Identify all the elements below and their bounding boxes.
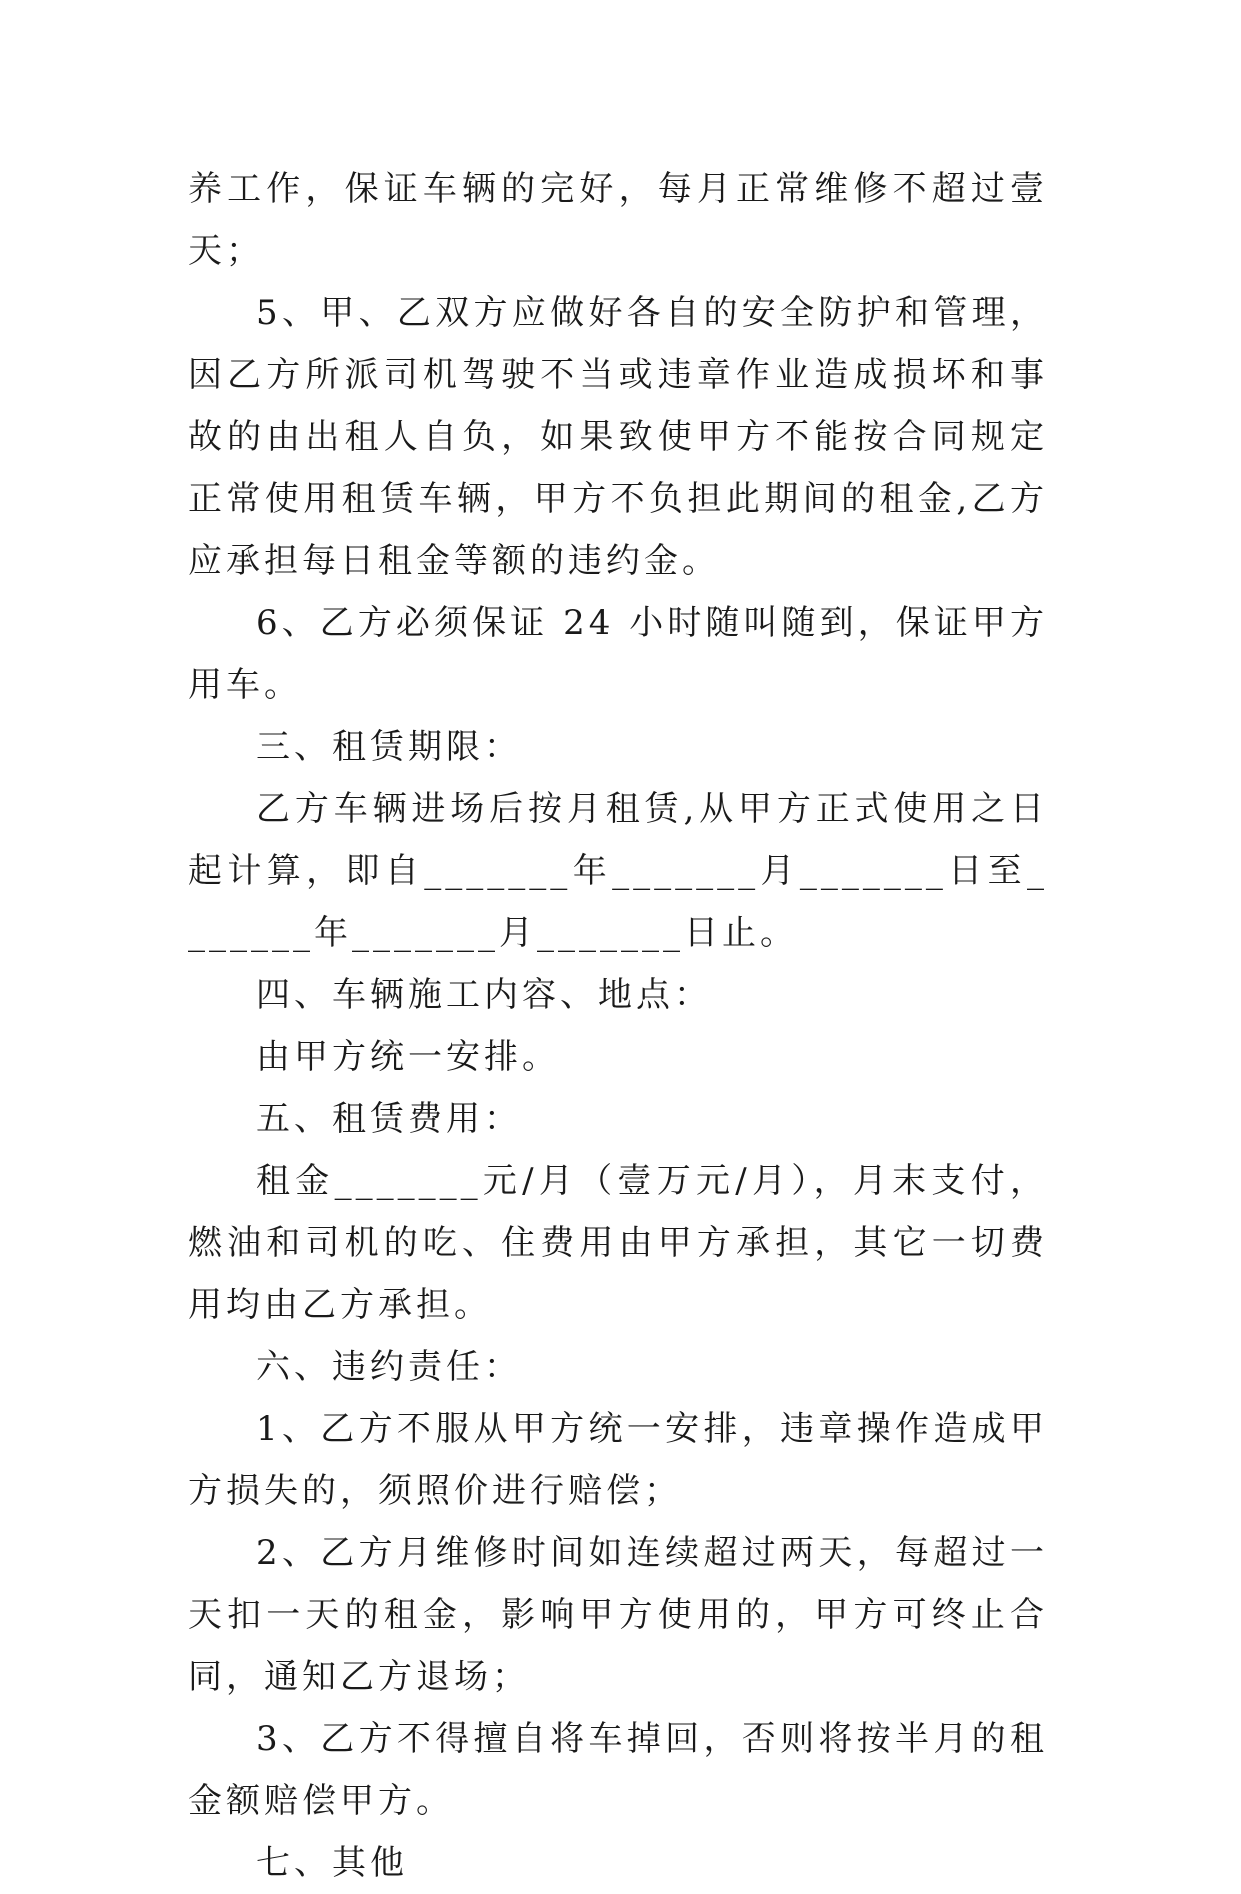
- paragraph-breach-3: 3、乙方不得擅自将车掉回，否则将按半月的租金额赔偿甲方。: [188, 1719, 1048, 1821]
- paragraph-lease-term: 乙方车辆进场后按月租赁,从甲方正式使用之日起计算，即自_______年_______月_______日至_______年_______月_______日止。: [188, 789, 1048, 953]
- paragraph-maintenance-continued: 养工作，保证车辆的完好，每月正常维修不超过壹天；: [188, 169, 1048, 271]
- section-heading-other: 七、其他: [256, 1843, 408, 1883]
- section-heading-lease-fee: 五、租赁费用：: [256, 1099, 522, 1139]
- section-heading-lease-term: 三、租赁期限：: [256, 727, 522, 767]
- paragraph-clause-5-safety: 5、甲、乙双方应做好各自的安全防护和管理，因乙方所派司机驾驶不当或违章作业造成损坏和事故的由出租人自负，如果致使甲方不能按合同规定正常使用租赁车辆，甲方不负担此期间的租金,乙方应承担每日租金等额的违约金。: [188, 293, 1048, 581]
- paragraph-lease-fee: 租金_______元/月（壹万元/月），月末支付，燃油和司机的吃、住费用由甲方承担，其它一切费用均由乙方承担。: [188, 1161, 1048, 1325]
- paragraph-breach-2: 2、乙方月维修时间如连续超过两天，每超过一天扣一天的租金，影响甲方使用的，甲方可终止合同，通知乙方退场；: [188, 1533, 1048, 1697]
- paragraph-breach-1: 1、乙方不服从甲方统一安排，违章操作造成甲方损失的，须照价进行赔偿；: [188, 1409, 1048, 1511]
- document-body: [188, 158, 1048, 1894]
- paragraph-clause-6-availability: 6、乙方必须保证 24 小时随叫随到，保证甲方用车。: [188, 603, 1048, 705]
- paragraph-work-content: 由甲方统一安排。: [256, 1037, 560, 1077]
- section-heading-breach-liability: 六、违约责任：: [256, 1347, 522, 1387]
- section-heading-work-content: 四、车辆施工内容、地点：: [256, 975, 712, 1015]
